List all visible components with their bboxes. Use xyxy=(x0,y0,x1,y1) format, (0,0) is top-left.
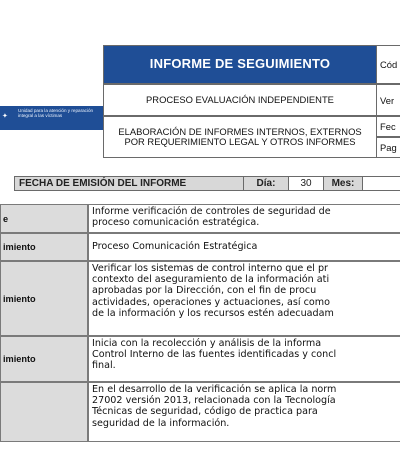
row-label-name: e xyxy=(0,204,88,233)
row-value-process xyxy=(88,233,400,261)
row-line: aprobadas por la Dirección, con el fin de procu xyxy=(92,285,317,297)
version-label: Ver xyxy=(376,84,400,116)
row-label-scope: imiento xyxy=(0,336,88,382)
report-title: INFORME DE SEGUIMIENTO xyxy=(103,45,377,84)
emission-date-row xyxy=(14,176,400,191)
page-label: Pag xyxy=(376,137,400,158)
row-line: de la información y los recursos estén adecuadam xyxy=(92,307,334,319)
row-line: proceso comunicación estratégica. xyxy=(92,217,260,229)
day-value: 30 xyxy=(289,177,324,190)
process-name: PROCESO EVALUACIÓN INDEPENDIENTE xyxy=(103,84,377,116)
row-line: Inicia con la recolección y análisis de la informa xyxy=(92,338,322,349)
row-label-criteria xyxy=(0,382,88,442)
row-line: Verificar los sistemas de control interno que el pr xyxy=(92,263,329,274)
row-value-name xyxy=(88,204,400,233)
row-line: Control Interno de las fuentes identificadas y concl xyxy=(92,349,337,361)
month-value xyxy=(363,177,400,190)
row-line: actividades, operaciones y actuaciones, así como xyxy=(92,296,330,308)
row-line: final. xyxy=(92,360,116,372)
row-line: seguridad de la información. xyxy=(92,417,230,429)
row-line: Técnicas de seguridad, código de practica para xyxy=(92,406,318,418)
row-label-process: imiento xyxy=(0,233,88,261)
logo-icon: ✦ xyxy=(2,113,8,120)
row-line: En el desarrollo de la verificación se aplica la norm xyxy=(92,384,337,395)
row-line: Proceso Comunicación Estratégica xyxy=(92,241,258,253)
row-line: Informe verificación de controles de seguridad de xyxy=(92,206,331,217)
emission-date-label: FECHA DE EMISIÓN DEL INFORME xyxy=(15,177,244,190)
logo-area xyxy=(0,45,103,158)
date-label: Fec xyxy=(376,116,400,137)
row-value-scope xyxy=(88,336,400,382)
day-label: Día: xyxy=(244,177,289,190)
row-line: contexto del aseguramiento de la información ati xyxy=(92,274,330,286)
procedure-name: ELABORACIÓN DE INFORMES INTERNOS, EXTERNOS POR REQUERIMIENTO LEGAL Y OTROS INFORMES xyxy=(103,116,377,158)
row-label-objective: imiento xyxy=(0,261,88,336)
row-value-objective xyxy=(88,261,400,336)
row-line: 27002 versión 2013, relacionada con la Tecnología xyxy=(92,395,336,407)
code-label: Cód xyxy=(376,45,400,84)
logo-text: Unidad para la atención y reparación integral a las víctimas xyxy=(18,108,94,119)
month-label: Mes: xyxy=(324,177,363,190)
row-value-criteria xyxy=(88,382,400,442)
